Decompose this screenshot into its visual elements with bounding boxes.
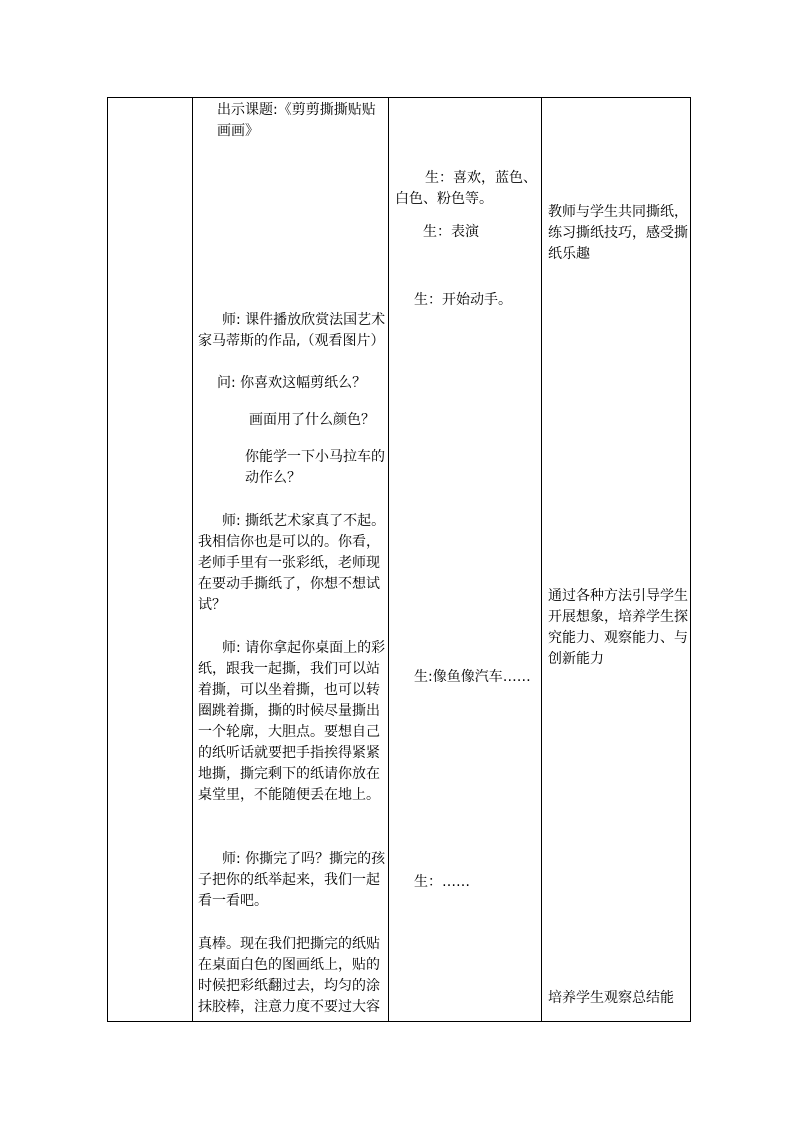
intent-observation: 培养学生观察总结能: [548, 990, 674, 1006]
question-like-paper-cut: 问: 你喜欢这幅剪纸么？: [217, 375, 367, 391]
intent-imagination: 通过各种方法引导学生开展想象，培养学生探究能力、观察能力、与创新能力: [548, 588, 688, 667]
column-teacher-activity: [193, 98, 389, 1021]
teacher-paragraph-matisse: 师: 课件播放欣赏法国艺术家马蒂斯的作品,（观看图片）: [198, 312, 386, 349]
student-answer-ellipsis: 生：……: [414, 874, 470, 890]
student-answer-fish-car: 生:像鱼像汽车……: [414, 669, 531, 685]
intent-tear-together: 教师与学生共同撕纸，练习撕纸技巧，感受撕纸乐趣: [548, 204, 688, 262]
teacher-paragraph-paste: 真棒。现在我们把撕完的纸贴在桌面白色的图画纸上，贴的时候把彩纸翻过去，均匀的涂抹胶棒，注意力度不要过大容: [198, 936, 380, 1015]
column-design-intent: [542, 98, 690, 1021]
teacher-paragraph-show-paper: 师: 你撕完了吗？撕完的孩子把你的纸举起来，我们一起看一看吧。: [198, 851, 386, 909]
teacher-paragraph-tear-paper: 师: 请你拿起你桌面上的彩纸，跟我一起撕，我们可以站着撕，可以坐着撕，也可以转圈跳着撕，撕的时候尽量撕出一个轮廓，大胆点。要想自己的纸听话就要把手指挨得紧紧地撕，撕完剩下的纸请你放在桌堂里，不能随便丢在地上。: [198, 640, 386, 803]
lesson-table: [107, 97, 691, 1022]
question-colors: 画面用了什么颜色？: [249, 412, 375, 428]
teacher-paragraph-artist: 师: 撕纸艺术家真了不起。我相信你也是可以的。你看，老师手里有一张彩纸，老师现在要动手撕纸了，你想不想试试？: [198, 513, 386, 613]
question-pony-cart: 你能学一下小马拉车的动作么？: [245, 449, 385, 486]
student-answer-start: 生：开始动手。: [414, 292, 512, 308]
column-student-activity: [389, 98, 542, 1021]
student-answer-colors: 生：喜欢，蓝色、白色、粉色等。: [395, 170, 537, 207]
student-answer-perform: 生：表演: [423, 224, 479, 240]
course-title-text: 出示课题:《剪剪撕撕贴贴画画》: [217, 102, 376, 139]
column-section: [108, 98, 193, 1021]
